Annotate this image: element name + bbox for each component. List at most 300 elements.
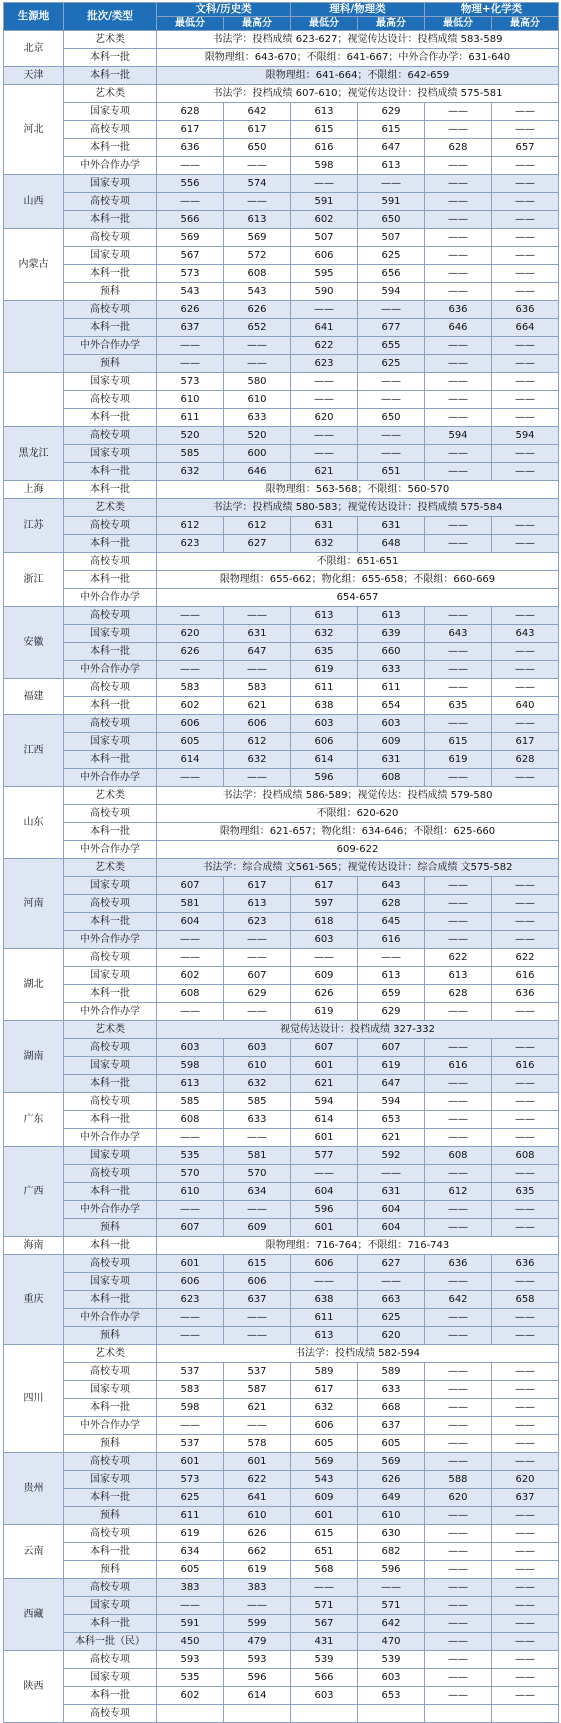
score-cell: 539 bbox=[291, 1651, 358, 1669]
table-row bbox=[4, 1021, 559, 1039]
score-cell: 611 bbox=[291, 679, 358, 697]
score-cell: 568 bbox=[291, 1561, 358, 1579]
score-cell: 635 bbox=[291, 643, 358, 661]
table-row bbox=[4, 1633, 559, 1651]
score-cell: —— bbox=[157, 1003, 224, 1021]
score-cell: 632 bbox=[291, 625, 358, 643]
score-cell: 604 bbox=[358, 1201, 425, 1219]
table-row bbox=[4, 463, 559, 481]
score-cell: 634 bbox=[224, 1183, 291, 1201]
score-cell: 611 bbox=[291, 1309, 358, 1327]
merged-score-cell: 不限组：651-651 bbox=[157, 553, 559, 571]
score-cell: 632 bbox=[157, 463, 224, 481]
batch-cell: 国家专项 bbox=[64, 1597, 157, 1615]
score-cell: —— bbox=[492, 913, 559, 931]
score-cell: 535 bbox=[157, 1669, 224, 1687]
merged-score-cell: 限物理组：643-670；不限组：641-667；中外合作办学：631-640 bbox=[157, 49, 559, 67]
score-cell: —— bbox=[492, 1435, 559, 1453]
score-cell: 615 bbox=[291, 121, 358, 139]
score-cell: 623 bbox=[157, 1291, 224, 1309]
score-cell: —— bbox=[425, 337, 492, 355]
table-row bbox=[4, 1489, 559, 1507]
score-cell: —— bbox=[492, 1669, 559, 1687]
score-cell: —— bbox=[358, 427, 425, 445]
score-cell: 591 bbox=[291, 193, 358, 211]
table-row bbox=[4, 1579, 559, 1597]
score-cell: 652 bbox=[224, 319, 291, 337]
table-row bbox=[4, 49, 559, 67]
score-cell: —— bbox=[425, 1543, 492, 1561]
score-cell: —— bbox=[492, 1597, 559, 1615]
score-cell: 572 bbox=[224, 247, 291, 265]
score-cell: —— bbox=[425, 517, 492, 535]
score-cell: 603 bbox=[291, 1687, 358, 1705]
score-cell: 647 bbox=[358, 1075, 425, 1093]
table-row bbox=[4, 1543, 559, 1561]
score-cell: —— bbox=[224, 337, 291, 355]
score-cell: 613 bbox=[358, 607, 425, 625]
score-cell: —— bbox=[224, 157, 291, 175]
score-cell: 626 bbox=[358, 1471, 425, 1489]
score-cell: 601 bbox=[291, 1507, 358, 1525]
score-cell: —— bbox=[492, 283, 559, 301]
score-cell: 616 bbox=[425, 1057, 492, 1075]
score-cell: 585 bbox=[157, 1093, 224, 1111]
score-cell bbox=[224, 1705, 291, 1723]
score-cell: 640 bbox=[492, 697, 559, 715]
score-cell: —— bbox=[425, 1651, 492, 1669]
score-cell: 605 bbox=[157, 1561, 224, 1579]
table-row bbox=[4, 1309, 559, 1327]
score-cell: 593 bbox=[157, 1651, 224, 1669]
score-cell: 626 bbox=[291, 985, 358, 1003]
score-cell: 628 bbox=[425, 139, 492, 157]
table-row bbox=[4, 1597, 559, 1615]
score-cell: 619 bbox=[291, 1003, 358, 1021]
merged-score-cell: 限物理组：621-657；物化组：634-646；不限组：625-660 bbox=[157, 823, 559, 841]
score-cell: 578 bbox=[224, 1435, 291, 1453]
score-cell: —— bbox=[492, 1039, 559, 1057]
score-cell: —— bbox=[291, 391, 358, 409]
table-row bbox=[4, 211, 559, 229]
merged-score-cell: 限物理组：563-568；不限组：560-570 bbox=[157, 481, 559, 499]
score-cell: 588 bbox=[425, 1471, 492, 1489]
table-row bbox=[4, 877, 559, 895]
batch-cell: 预科 bbox=[64, 1561, 157, 1579]
table-row bbox=[4, 1525, 559, 1543]
score-cell bbox=[358, 1705, 425, 1723]
score-cell: 591 bbox=[157, 1615, 224, 1633]
score-cell: 580 bbox=[224, 373, 291, 391]
score-cell bbox=[425, 1705, 492, 1723]
score-cell: —— bbox=[425, 1615, 492, 1633]
score-cell: 648 bbox=[358, 535, 425, 553]
score-cell: 619 bbox=[425, 751, 492, 769]
score-cell: 625 bbox=[358, 1309, 425, 1327]
score-cell: 595 bbox=[291, 265, 358, 283]
table-row bbox=[4, 1399, 559, 1417]
score-cell: 610 bbox=[157, 391, 224, 409]
score-cell: 623 bbox=[157, 535, 224, 553]
score-cell: 619 bbox=[224, 1561, 291, 1579]
score-cell: 520 bbox=[224, 427, 291, 445]
score-cell: —— bbox=[425, 1273, 492, 1291]
score-cell: 659 bbox=[358, 985, 425, 1003]
score-cell: —— bbox=[157, 931, 224, 949]
batch-cell: 国家专项 bbox=[64, 175, 157, 193]
score-cell: —— bbox=[425, 1435, 492, 1453]
score-cell: 608 bbox=[157, 985, 224, 1003]
score-cell: —— bbox=[425, 1309, 492, 1327]
score-cell: 650 bbox=[358, 211, 425, 229]
score-cell: 642 bbox=[224, 103, 291, 121]
batch-cell: 本科一批 bbox=[64, 1237, 157, 1255]
score-cell: 507 bbox=[291, 229, 358, 247]
score-cell: 615 bbox=[224, 1255, 291, 1273]
score-cell: 603 bbox=[224, 1039, 291, 1057]
score-cell: —— bbox=[425, 913, 492, 931]
batch-cell: 高校专项 bbox=[64, 1039, 157, 1057]
score-cell: —— bbox=[358, 175, 425, 193]
score-cell: —— bbox=[492, 517, 559, 535]
score-cell: 606 bbox=[291, 733, 358, 751]
score-cell: 643 bbox=[492, 625, 559, 643]
score-cell: 520 bbox=[157, 427, 224, 445]
score-cell: 599 bbox=[224, 1615, 291, 1633]
score-cell: 636 bbox=[492, 1255, 559, 1273]
score-cell: —— bbox=[291, 301, 358, 319]
score-cell: 627 bbox=[224, 535, 291, 553]
score-cell: 668 bbox=[358, 1399, 425, 1417]
score-cell: 621 bbox=[291, 463, 358, 481]
score-cell: 590 bbox=[291, 283, 358, 301]
score-cell: —— bbox=[157, 949, 224, 967]
score-cell: 619 bbox=[157, 1525, 224, 1543]
merged-score-cell: 书法学：投档成绩 607-610；视觉传达设计：投档成绩 575-581 bbox=[157, 85, 559, 103]
score-cell: 603 bbox=[291, 715, 358, 733]
batch-cell: 本科一批（民） bbox=[64, 1633, 157, 1651]
score-cell: —— bbox=[492, 355, 559, 373]
score-cell: —— bbox=[425, 283, 492, 301]
score-cell: 606 bbox=[291, 1255, 358, 1273]
batch-cell: 艺术类 bbox=[64, 859, 157, 877]
score-cell: —— bbox=[492, 157, 559, 175]
province-cell: 内蒙古 bbox=[4, 229, 64, 301]
score-cell: 636 bbox=[157, 139, 224, 157]
batch-cell: 中外合作办学 bbox=[64, 1003, 157, 1021]
province-cell: 北京 bbox=[4, 31, 64, 67]
table-row bbox=[4, 409, 559, 427]
score-cell: 643 bbox=[425, 625, 492, 643]
score-cell: —— bbox=[492, 769, 559, 787]
province-cell: 重庆 bbox=[4, 1255, 64, 1345]
score-cell: —— bbox=[425, 769, 492, 787]
batch-cell: 本科一批 bbox=[64, 1615, 157, 1633]
table-row bbox=[4, 949, 559, 967]
score-cell: 598 bbox=[157, 1399, 224, 1417]
score-cell: 637 bbox=[157, 319, 224, 337]
table-row bbox=[4, 1075, 559, 1093]
score-table-container bbox=[3, 2, 558, 1723]
score-cell: —— bbox=[492, 1543, 559, 1561]
score-cell: 606 bbox=[291, 1417, 358, 1435]
score-cell: —— bbox=[492, 445, 559, 463]
score-cell: 613 bbox=[291, 103, 358, 121]
batch-cell: 本科一批 bbox=[64, 697, 157, 715]
score-cell: 626 bbox=[224, 301, 291, 319]
score-cell: 610 bbox=[358, 1507, 425, 1525]
score-cell: 537 bbox=[224, 1363, 291, 1381]
score-cell: —— bbox=[492, 373, 559, 391]
table-row bbox=[4, 1435, 559, 1453]
batch-cell: 中外合作办学 bbox=[64, 1309, 157, 1327]
score-cell: 450 bbox=[157, 1633, 224, 1651]
score-cell: 660 bbox=[358, 643, 425, 661]
score-cell: 617 bbox=[291, 877, 358, 895]
batch-cell: 中外合作办学 bbox=[64, 1417, 157, 1435]
score-cell: 649 bbox=[358, 1489, 425, 1507]
table-row bbox=[4, 841, 559, 859]
score-cell: 650 bbox=[224, 139, 291, 157]
score-cell: 636 bbox=[425, 301, 492, 319]
score-cell: —— bbox=[425, 1093, 492, 1111]
score-cell: 603 bbox=[157, 1039, 224, 1057]
score-cell: 613 bbox=[358, 157, 425, 175]
batch-cell: 高校专项 bbox=[64, 805, 157, 823]
score-cell: 620 bbox=[157, 625, 224, 643]
table-row bbox=[4, 1057, 559, 1075]
score-cell: 431 bbox=[291, 1633, 358, 1651]
score-cell: 637 bbox=[224, 1291, 291, 1309]
score-cell: —— bbox=[492, 1363, 559, 1381]
score-cell: 612 bbox=[224, 517, 291, 535]
batch-cell: 中外合作办学 bbox=[64, 841, 157, 859]
batch-cell: 艺术类 bbox=[64, 787, 157, 805]
table-row bbox=[4, 1327, 559, 1345]
score-cell: 638 bbox=[291, 697, 358, 715]
score-cell: —— bbox=[224, 661, 291, 679]
header-min-score: 最低分 bbox=[291, 17, 358, 31]
score-cell: 628 bbox=[425, 985, 492, 1003]
table-row bbox=[4, 625, 559, 643]
score-cell: —— bbox=[425, 535, 492, 553]
score-cell: —— bbox=[425, 1597, 492, 1615]
table-row bbox=[4, 1669, 559, 1687]
score-cell: 621 bbox=[224, 697, 291, 715]
score-cell: —— bbox=[157, 193, 224, 211]
table-row bbox=[4, 283, 559, 301]
score-cell: 598 bbox=[291, 157, 358, 175]
score-cell: 609 bbox=[291, 967, 358, 985]
batch-cell: 本科一批 bbox=[64, 1489, 157, 1507]
score-cell: 613 bbox=[224, 895, 291, 913]
score-cell: 647 bbox=[358, 139, 425, 157]
score-cell: —— bbox=[224, 1129, 291, 1147]
table-row bbox=[4, 265, 559, 283]
score-cell: 622 bbox=[425, 949, 492, 967]
table-row bbox=[4, 1651, 559, 1669]
batch-cell: 本科一批 bbox=[64, 409, 157, 427]
score-cell: —— bbox=[425, 229, 492, 247]
batch-cell: 高校专项 bbox=[64, 1453, 157, 1471]
header-batch: 批次/类型 bbox=[64, 3, 157, 31]
score-cell: —— bbox=[224, 607, 291, 625]
score-cell: —— bbox=[492, 175, 559, 193]
batch-cell: 中外合作办学 bbox=[64, 589, 157, 607]
province-cell: 河南 bbox=[4, 859, 64, 949]
score-cell: 597 bbox=[291, 895, 358, 913]
score-cell: 641 bbox=[224, 1489, 291, 1507]
province-cell: 上海 bbox=[4, 481, 64, 499]
batch-cell: 本科一批 bbox=[64, 1075, 157, 1093]
table-row bbox=[4, 373, 559, 391]
score-cell: 634 bbox=[157, 1543, 224, 1561]
score-cell: 632 bbox=[224, 1075, 291, 1093]
score-cell: —— bbox=[425, 211, 492, 229]
table-row bbox=[4, 607, 559, 625]
batch-cell: 预科 bbox=[64, 1219, 157, 1237]
table-row bbox=[4, 319, 559, 337]
score-cell: 677 bbox=[358, 319, 425, 337]
province-cell: 安徽 bbox=[4, 607, 64, 679]
score-cell: 631 bbox=[358, 751, 425, 769]
table-row bbox=[4, 553, 559, 571]
table-row bbox=[4, 1363, 559, 1381]
score-cell: 585 bbox=[157, 445, 224, 463]
score-cell: 639 bbox=[358, 625, 425, 643]
score-cell: 587 bbox=[224, 1381, 291, 1399]
score-cell: 613 bbox=[358, 967, 425, 985]
score-cell: —— bbox=[425, 391, 492, 409]
score-cell: 596 bbox=[291, 1201, 358, 1219]
batch-cell: 艺术类 bbox=[64, 31, 157, 49]
province-cell: 湖北 bbox=[4, 949, 64, 1021]
table-row bbox=[4, 1615, 559, 1633]
header-max-score: 最高分 bbox=[224, 17, 291, 31]
batch-cell: 本科一批 bbox=[64, 571, 157, 589]
score-cell: —— bbox=[425, 103, 492, 121]
score-cell: —— bbox=[425, 1165, 492, 1183]
score-cell: 570 bbox=[224, 1165, 291, 1183]
score-cell: 608 bbox=[492, 1147, 559, 1165]
score-cell: 613 bbox=[224, 211, 291, 229]
score-cell: 623 bbox=[224, 913, 291, 931]
score-cell: —— bbox=[425, 607, 492, 625]
score-cell: 647 bbox=[224, 643, 291, 661]
score-cell: 611 bbox=[157, 409, 224, 427]
batch-cell: 本科一批 bbox=[64, 985, 157, 1003]
table-row bbox=[4, 679, 559, 697]
score-cell: 614 bbox=[291, 1111, 358, 1129]
score-cell: 589 bbox=[291, 1363, 358, 1381]
score-cell: —— bbox=[358, 949, 425, 967]
score-cell: —— bbox=[492, 535, 559, 553]
score-cell: —— bbox=[492, 1507, 559, 1525]
score-cell: 612 bbox=[224, 733, 291, 751]
score-cell: 617 bbox=[492, 733, 559, 751]
table-row bbox=[4, 67, 559, 85]
score-cell: —— bbox=[224, 949, 291, 967]
score-cell: —— bbox=[492, 229, 559, 247]
score-cell: 619 bbox=[358, 1057, 425, 1075]
score-cell: 610 bbox=[157, 1183, 224, 1201]
score-cell: —— bbox=[425, 643, 492, 661]
score-cell: —— bbox=[425, 1633, 492, 1651]
score-cell: —— bbox=[425, 121, 492, 139]
table-row bbox=[4, 1471, 559, 1489]
score-cell: 625 bbox=[358, 355, 425, 373]
score-cell: 613 bbox=[291, 1327, 358, 1345]
score-cell: —— bbox=[291, 445, 358, 463]
table-row bbox=[4, 1237, 559, 1255]
table-row bbox=[4, 1705, 559, 1723]
score-cell: —— bbox=[157, 1327, 224, 1345]
batch-cell: 中外合作办学 bbox=[64, 157, 157, 175]
batch-cell: 高校专项 bbox=[64, 1165, 157, 1183]
batch-cell: 中外合作办学 bbox=[64, 661, 157, 679]
table-row bbox=[4, 1039, 559, 1057]
score-cell: 617 bbox=[157, 121, 224, 139]
score-cell: 613 bbox=[425, 967, 492, 985]
score-cell: 383 bbox=[224, 1579, 291, 1597]
score-cell: 615 bbox=[425, 733, 492, 751]
table-row bbox=[4, 517, 559, 535]
score-cell: —— bbox=[157, 355, 224, 373]
score-cell: 642 bbox=[358, 1615, 425, 1633]
score-cell: 583 bbox=[224, 679, 291, 697]
province-cell: 贵州 bbox=[4, 1453, 64, 1525]
score-cell: 626 bbox=[157, 301, 224, 319]
score-cell: —— bbox=[425, 1525, 492, 1543]
score-cell: —— bbox=[492, 895, 559, 913]
table-row bbox=[4, 895, 559, 913]
table-row bbox=[4, 139, 559, 157]
score-cell: 641 bbox=[291, 319, 358, 337]
score-cell: —— bbox=[492, 1327, 559, 1345]
score-cell: 602 bbox=[157, 697, 224, 715]
score-cell: 621 bbox=[358, 1129, 425, 1147]
header-max-score: 最高分 bbox=[358, 17, 425, 31]
header-min-score: 最低分 bbox=[157, 17, 224, 31]
score-cell: 601 bbox=[157, 1453, 224, 1471]
score-cell: 664 bbox=[492, 319, 559, 337]
batch-cell: 高校专项 bbox=[64, 1093, 157, 1111]
score-cell: 543 bbox=[291, 1471, 358, 1489]
score-cell: 594 bbox=[358, 1093, 425, 1111]
score-cell: 620 bbox=[291, 409, 358, 427]
score-cell: 606 bbox=[157, 1273, 224, 1291]
batch-cell: 本科一批 bbox=[64, 1543, 157, 1561]
batch-cell: 艺术类 bbox=[64, 85, 157, 103]
score-cell: 611 bbox=[157, 1507, 224, 1525]
table-row bbox=[4, 769, 559, 787]
table-row bbox=[4, 985, 559, 1003]
score-cell: 539 bbox=[358, 1651, 425, 1669]
score-cell: 656 bbox=[358, 265, 425, 283]
table-row bbox=[4, 1453, 559, 1471]
batch-cell: 艺术类 bbox=[64, 1021, 157, 1039]
score-cell: 589 bbox=[358, 1363, 425, 1381]
score-cell: 606 bbox=[291, 247, 358, 265]
batch-cell: 本科一批 bbox=[64, 751, 157, 769]
score-cell: —— bbox=[358, 1579, 425, 1597]
score-cell: —— bbox=[492, 265, 559, 283]
score-cell: 632 bbox=[291, 1399, 358, 1417]
score-cell: 635 bbox=[492, 1183, 559, 1201]
province-cell: 陕西 bbox=[4, 1651, 64, 1723]
score-cell: —— bbox=[224, 355, 291, 373]
score-cell: —— bbox=[492, 1579, 559, 1597]
